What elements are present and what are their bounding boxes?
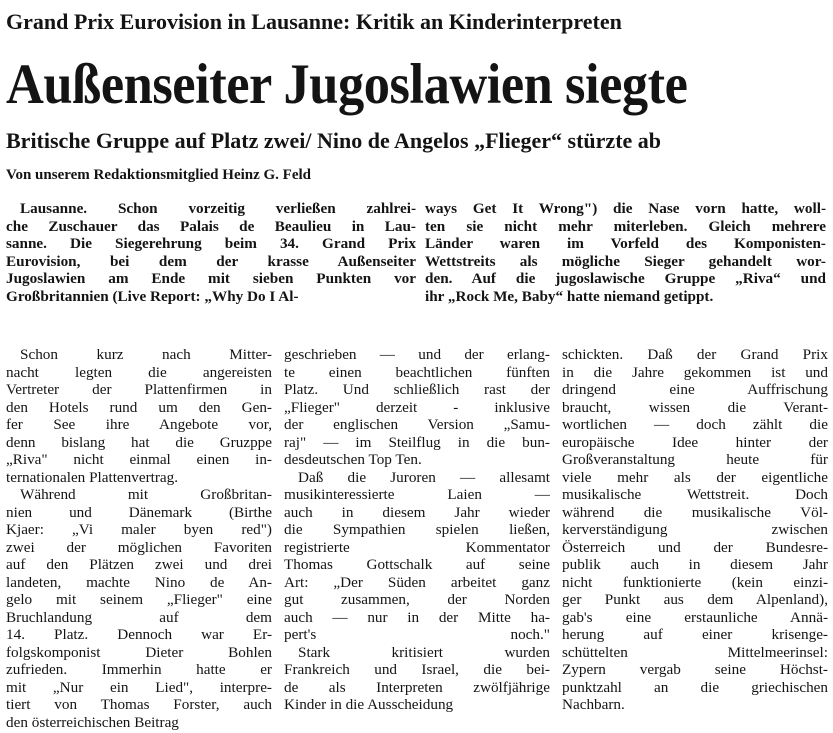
text-line: te einen beachtlichen fünften bbox=[284, 363, 550, 381]
lead-paragraph-right bbox=[425, 200, 826, 305]
text-line: Daß die Juroren — allesamt bbox=[298, 468, 550, 486]
text-line: Bruchlandung auf dem bbox=[6, 608, 272, 626]
text-line: kerverständigung zwischen bbox=[562, 521, 828, 538]
text-line: publik auch in diesem Jahr bbox=[562, 556, 828, 573]
text-line: schüttelten Mittelmeerinsel: bbox=[562, 643, 828, 661]
text-line: Kinder in die Ausscheidung bbox=[284, 696, 454, 713]
text-line: auch in diesem Jahr wieder bbox=[284, 503, 550, 521]
text-line: braucht, wissen die Verant- bbox=[562, 398, 828, 416]
text-line: Großveranstaltung heute für bbox=[562, 451, 828, 468]
text-line: nien und Dänemark (Birthe bbox=[6, 503, 272, 521]
text-line: Lausanne. Schon vorzeitig verließen zahlrei- bbox=[20, 200, 416, 217]
text-line: in die Jahre gekommen ist und bbox=[562, 363, 828, 381]
text-line: die Sympathien spielen ließen, bbox=[284, 521, 550, 538]
text-line: Eurovision, bei dem der krasse Außenseiter bbox=[6, 252, 416, 270]
body-column-2 bbox=[284, 346, 550, 714]
text-line: Kjaer: „Vi maler byen red") bbox=[6, 521, 272, 538]
text-line: der englischen Version „Samu- bbox=[284, 416, 550, 433]
text-line: Wettstreits als mögliche Sieger gehandelt wor- bbox=[425, 252, 826, 270]
text-line: Jugoslawien am Ende mit sieben Punkten vor bbox=[6, 270, 416, 287]
body-column-1 bbox=[6, 346, 272, 731]
text-line: ger Punkt aus dem Alpenland), bbox=[562, 591, 828, 608]
text-line: raj" — im Steilflug in die bun- bbox=[284, 433, 550, 451]
text-line: Zypern vergab seine Höchst- bbox=[562, 661, 828, 678]
text-line: den österreichischen Beitrag bbox=[6, 713, 179, 731]
text-line: punktzahl an die griechischen bbox=[562, 678, 828, 696]
text-line: während die musikalische Völ- bbox=[562, 503, 828, 521]
text-line: mit „Nur ein Lied", interpre- bbox=[6, 678, 272, 696]
text-line: auch — nur in der Mitte ha- bbox=[284, 608, 550, 626]
text-line: ten sie nicht mehr miterleben. Gleich mehrere bbox=[425, 217, 826, 235]
text-line: registrierte Kommentator bbox=[284, 538, 550, 556]
text-line: Thomas Gottschalk auf seine bbox=[284, 556, 550, 573]
text-line: Schon kurz nach Mitter- bbox=[20, 346, 272, 363]
text-line: gut zusammen, der Norden bbox=[284, 591, 550, 608]
article-headline: Außenseiter Jugoslawien siegte bbox=[6, 53, 688, 116]
text-line: nacht legten die angereisten bbox=[6, 363, 272, 381]
text-line: Während mit Großbritan- bbox=[20, 486, 272, 503]
text-line: Nachbarn. bbox=[562, 696, 625, 713]
text-line: den Hotels rund um den Gen- bbox=[6, 398, 272, 416]
text-line: nicht funktionierte (kein einzi- bbox=[562, 573, 828, 591]
text-line: che Zuschauer das Palais de Beaulieu in Lau- bbox=[6, 217, 416, 235]
text-line: zwei der möglichen Favoriten bbox=[6, 538, 272, 556]
text-line: gelo mit seinem „Flieger" eine bbox=[6, 591, 272, 608]
article-kicker: Grand Prix Eurovision in Lausanne: Kritik an Kinderinterpreten bbox=[6, 9, 622, 34]
text-line: denn bislang hat die Gruzppe bbox=[6, 433, 272, 451]
text-line: landeten, machte Nino de An- bbox=[6, 573, 272, 591]
text-line: Vertreter der Plattenfirmen in bbox=[6, 381, 272, 398]
text-line: ways Get It Wrong") die Nase vorn hatte, woll- bbox=[425, 200, 826, 217]
text-line: 14. Platz. Dennoch war Er- bbox=[6, 626, 272, 643]
text-line: sanne. Die Siegerehrung beim 34. Grand Prix bbox=[6, 235, 416, 252]
text-line: desdeutschen Top Ten. bbox=[284, 451, 422, 468]
text-line: „Flieger" derzeit - inklusive bbox=[284, 398, 550, 416]
text-line: auf den Plätzen zwei und drei bbox=[6, 556, 272, 573]
text-line: den. Auf die jugoslawische Gruppe „Riva“ und bbox=[425, 270, 826, 287]
text-line: zufrieden. Immerhin hatte er bbox=[6, 661, 272, 678]
lead-paragraph-left bbox=[6, 200, 416, 305]
text-line: Platz. Und schließlich rast der bbox=[284, 381, 550, 398]
text-line: Frankreich und Israel, die bei- bbox=[284, 661, 550, 678]
text-line: ternationalen Plattenvertrag. bbox=[6, 468, 179, 486]
text-line: europäische Idee hinter der bbox=[562, 433, 828, 451]
text-line: „Riva" nicht einmal einen in- bbox=[6, 451, 272, 468]
text-line: Großbritannien (Live Report: „Why Do I Al- bbox=[6, 287, 299, 305]
text-line: schickten. Daß der Grand Prix bbox=[562, 346, 828, 363]
text-line: tiert von Thomas Forster, auch bbox=[6, 696, 272, 713]
text-line: Länder waren im Vorfeld des Komponisten- bbox=[425, 235, 826, 252]
text-line: folgskomponist Dieter Bohlen bbox=[6, 643, 272, 661]
text-line: fer See ihre Angebote vor, bbox=[6, 416, 272, 433]
text-line: pert's noch." bbox=[284, 626, 550, 643]
text-line: viele mehr als der eigentliche bbox=[562, 468, 828, 486]
text-line: de als Interpreten zwölfjährige bbox=[284, 678, 550, 696]
article-byline: Von unserem Redaktionsmitglied Heinz G. Feld bbox=[6, 167, 312, 183]
text-line: gab's eine erstaunliche Annä- bbox=[562, 608, 828, 626]
text-line: wortlichen — doch zählt die bbox=[562, 416, 828, 433]
text-line: musikinteressierte Laien — bbox=[284, 486, 550, 503]
text-line: Österreich und der Bundesre- bbox=[562, 538, 828, 556]
text-line: dringend eine Auffrischung bbox=[562, 381, 828, 398]
text-line: Art: „Der Süden arbeitet ganz bbox=[284, 573, 550, 591]
text-line: Stark kritisiert wurden bbox=[298, 643, 550, 661]
text-line: musikalische Wettstreit. Doch bbox=[562, 486, 828, 503]
article-subhead: Britische Gruppe auf Platz zwei/ Nino de Angelos „Flieger“ stürzte ab bbox=[6, 128, 662, 153]
text-line: ihr „Rock Me, Baby“ hatte niemand getippt. bbox=[425, 287, 714, 305]
text-line: geschrieben — und der erlang- bbox=[284, 346, 550, 363]
body-column-3 bbox=[562, 346, 828, 714]
text-line: herung auf einer krisenge- bbox=[562, 626, 828, 643]
